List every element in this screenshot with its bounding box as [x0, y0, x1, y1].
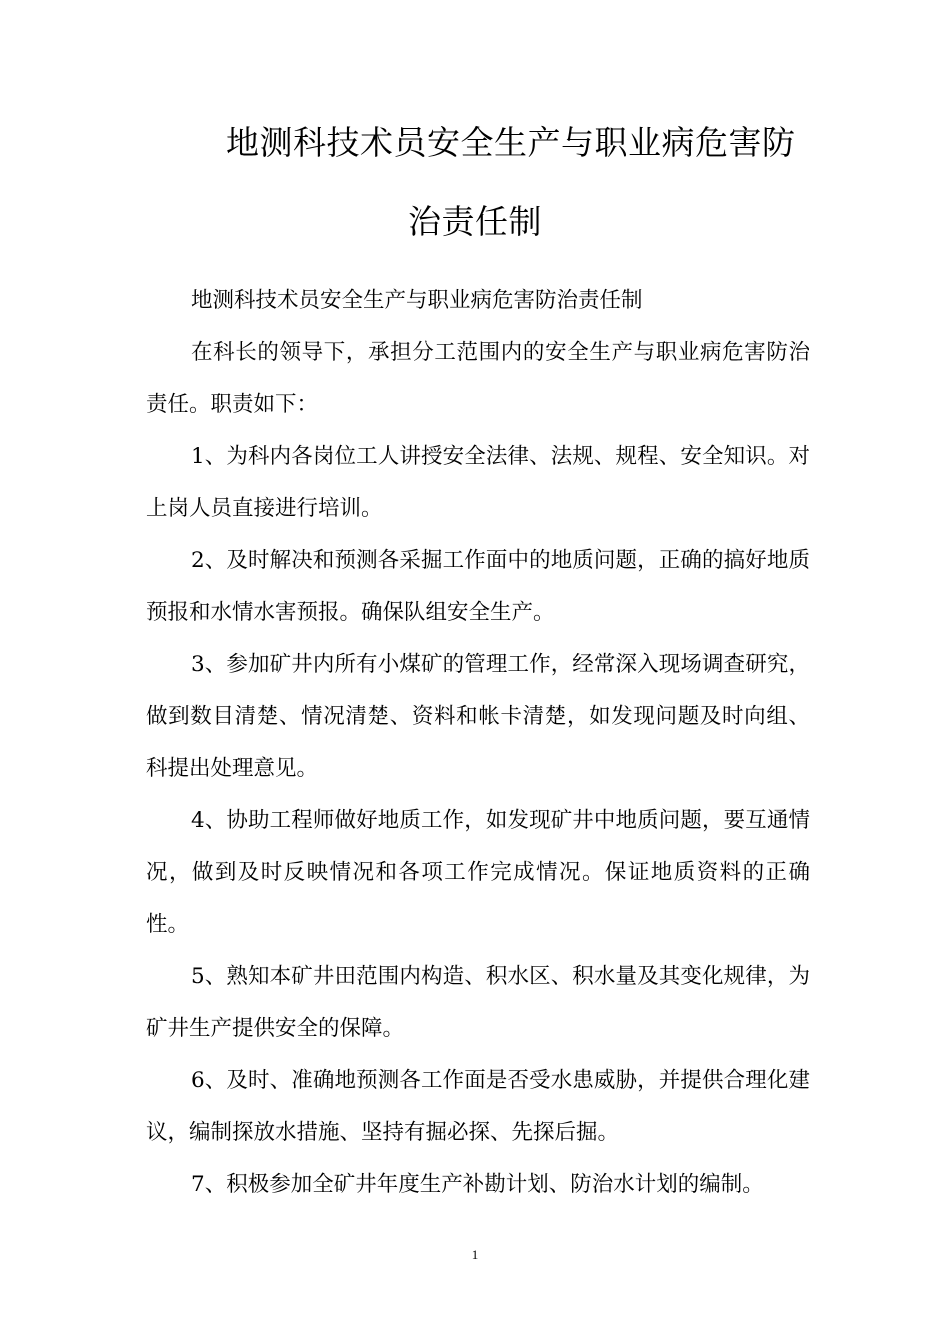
duty-item-number: 6	[191, 1068, 205, 1093]
duty-item-number: 2	[191, 548, 205, 573]
document-subtitle: 地测科技术员安全生产与职业病危害防治责任制	[191, 288, 643, 313]
duty-item-text: 、及时解决和预测各采掘工作面中的地质问题，正确的搞好地质预报和水情水害预报。确保队组安全生产。	[146, 548, 810, 625]
duty-item-text: 、积极参加全矿井年度生产补勘计划、防治水计划的编制。	[204, 1172, 764, 1197]
duty-item-number: 3	[191, 652, 205, 677]
duty-item-text: 、及时、准确地预测各工作面是否受水患威胁，并提供合理化建议，编制探放水措施、坚持有掘必探、先探后掘。	[146, 1068, 810, 1145]
duty-item-text: 、熟知本矿井田范围内构造、积水区、积水量及其变化规律，为矿井生产提供安全的保障。	[146, 964, 810, 1041]
duty-item-text: 、协助工程师做好地质工作，如发现矿井中地质问题，要互通情况，做到及时反映情况和各项工作完成情况。保证地质资料的正确性。	[146, 808, 810, 937]
duty-item-number: 4	[191, 808, 205, 833]
intro-paragraph: 在科长的领导下，承担分工范围内的安全生产与职业病危害防治责任。职责如下：	[146, 340, 810, 417]
duty-item-6	[146, 1055, 810, 1159]
duty-item-text: 、参加矿井内所有小煤矿的管理工作，经常深入现场调查研究，做到数目清楚、情况清楚、资料和帐卡清楚，如发现问题及时向组、科提出处理意见。	[146, 652, 810, 781]
duty-item-number: 1	[191, 444, 205, 469]
duty-item-3	[146, 639, 810, 795]
duty-item-2	[146, 535, 810, 639]
duty-item-1	[146, 431, 810, 535]
document-title-line-1: 地测科技术员安全生产与职业病危害防	[226, 123, 796, 162]
duty-item-7	[146, 1159, 810, 1211]
duty-item-4	[146, 795, 810, 951]
document-body	[146, 275, 810, 1211]
duty-item-number: 5	[191, 964, 205, 989]
document-title-line-2: 治责任制	[408, 202, 542, 241]
duty-item-text: 、为科内各岗位工人讲授安全法律、法规、规程、安全知识。对上岗人员直接进行培训。	[146, 444, 810, 521]
page-number: 1	[471, 1247, 479, 1262]
duty-item-5	[146, 951, 810, 1055]
duty-item-number: 7	[191, 1172, 205, 1197]
